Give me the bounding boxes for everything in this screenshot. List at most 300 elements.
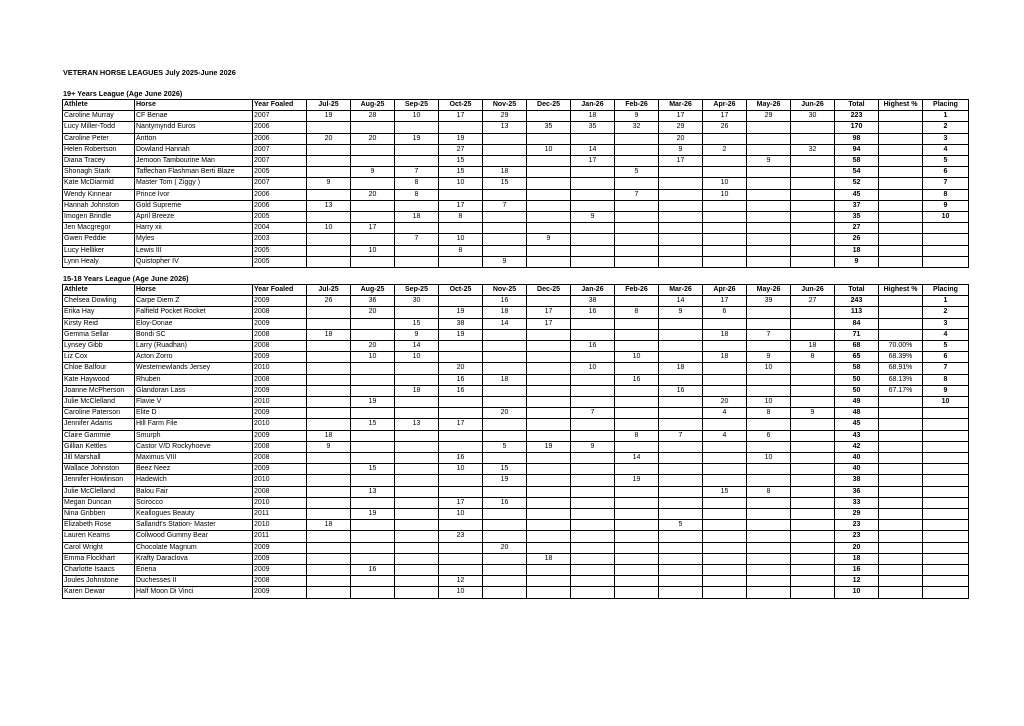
cell-apr-26 xyxy=(703,509,747,520)
cell-oct-25 xyxy=(439,352,483,363)
cell-dec-25 xyxy=(527,178,571,189)
table-row xyxy=(63,363,969,374)
cell-jun-26 xyxy=(791,453,835,464)
cell-mar-26 xyxy=(659,531,703,542)
cell-horse: Collwood Gummy Bear xyxy=(135,531,253,542)
cell-dec-25 xyxy=(527,475,571,486)
cell-dec-25 xyxy=(527,374,571,385)
cell-horse: Beez Neez xyxy=(135,464,253,475)
cell-jul-25 xyxy=(307,408,351,419)
cell-oct-25 xyxy=(439,430,483,441)
cell-apr-26 xyxy=(703,156,747,167)
cell-jul-25 xyxy=(307,509,351,520)
cell-dec-25 xyxy=(527,419,571,430)
cell-feb-26 xyxy=(615,223,659,234)
cell-apr-26: 17 xyxy=(703,296,747,307)
cell-total: 29 xyxy=(835,509,879,520)
cell-mar-26 xyxy=(659,497,703,508)
cell-dec-25: 18 xyxy=(527,553,571,564)
cell-year-foaled: 2009 xyxy=(253,542,307,553)
cell-placing xyxy=(923,408,969,419)
cell-may-26 xyxy=(747,178,791,189)
cell-jan-26 xyxy=(571,464,615,475)
cell-nov-25: 15 xyxy=(483,464,527,475)
cell-mar-26 xyxy=(659,441,703,452)
cell-jan-26: 7 xyxy=(571,408,615,419)
cell-oct-25: 17 xyxy=(439,111,483,122)
cell-nov-25: 29 xyxy=(483,111,527,122)
cell-aug-25: 13 xyxy=(351,486,395,497)
cell-sep-25 xyxy=(395,256,439,267)
cell-year-foaled: 2008 xyxy=(253,576,307,587)
cell-placing xyxy=(923,576,969,587)
cell-nov-25: 16 xyxy=(483,497,527,508)
table-row xyxy=(63,122,969,133)
cell-apr-26: 18 xyxy=(703,352,747,363)
cell-highest-percent xyxy=(879,223,923,234)
cell-horse: Carpe Diem Z xyxy=(135,296,253,307)
column-header-oct-25: Oct-25 xyxy=(439,100,483,111)
cell-aug-25 xyxy=(351,156,395,167)
column-header-total: Total xyxy=(835,100,879,111)
cell-highest-percent xyxy=(879,111,923,122)
league-table-19-plus xyxy=(62,99,969,268)
cell-jan-26: 9 xyxy=(571,212,615,223)
cell-placing xyxy=(923,441,969,452)
cell-total: 45 xyxy=(835,419,879,430)
cell-apr-26 xyxy=(703,133,747,144)
cell-nov-25: 9 xyxy=(483,256,527,267)
cell-may-26 xyxy=(747,374,791,385)
table-row xyxy=(63,587,969,598)
cell-jul-25 xyxy=(307,189,351,200)
cell-apr-26: 10 xyxy=(703,178,747,189)
cell-oct-25: 16 xyxy=(439,453,483,464)
cell-mar-26: 20 xyxy=(659,133,703,144)
cell-jul-25: 18 xyxy=(307,520,351,531)
cell-athlete: Caroline Murray xyxy=(63,111,135,122)
cell-nov-25 xyxy=(483,329,527,340)
cell-aug-25 xyxy=(351,542,395,553)
cell-jan-26 xyxy=(571,256,615,267)
cell-year-foaled: 2005 xyxy=(253,167,307,178)
league-title-19-plus: 19+ Years League (Age June 2026) xyxy=(63,89,183,98)
cell-total: 170 xyxy=(835,122,879,133)
cell-sep-25 xyxy=(395,509,439,520)
cell-jan-26 xyxy=(571,497,615,508)
cell-jul-25 xyxy=(307,374,351,385)
cell-feb-26 xyxy=(615,486,659,497)
cell-placing: 8 xyxy=(923,189,969,200)
column-header-apr-26: Apr-26 xyxy=(703,100,747,111)
cell-horse: Eriena xyxy=(135,565,253,576)
cell-aug-25 xyxy=(351,122,395,133)
cell-feb-26: 32 xyxy=(615,122,659,133)
cell-sep-25: 7 xyxy=(395,167,439,178)
cell-jul-25 xyxy=(307,341,351,352)
cell-oct-25: 16 xyxy=(439,374,483,385)
cell-mar-26 xyxy=(659,576,703,587)
cell-apr-26 xyxy=(703,565,747,576)
column-header-oct-25: Oct-25 xyxy=(439,285,483,296)
cell-placing: 2 xyxy=(923,122,969,133)
cell-highest-percent xyxy=(879,475,923,486)
cell-may-26: 8 xyxy=(747,408,791,419)
cell-sep-25 xyxy=(395,441,439,452)
cell-sep-25 xyxy=(395,520,439,531)
cell-mar-26 xyxy=(659,245,703,256)
cell-may-26 xyxy=(747,441,791,452)
cell-horse: Harry xii xyxy=(135,223,253,234)
cell-athlete: Caroline Peter xyxy=(63,133,135,144)
table-row xyxy=(63,531,969,542)
cell-horse: Larry (Ruadhan) xyxy=(135,341,253,352)
cell-dec-25 xyxy=(527,189,571,200)
cell-feb-26 xyxy=(615,587,659,598)
cell-oct-25: 8 xyxy=(439,245,483,256)
cell-nov-25 xyxy=(483,430,527,441)
cell-horse: Hill Farm File xyxy=(135,419,253,430)
cell-feb-26 xyxy=(615,256,659,267)
column-header-sep-25: Sep-25 xyxy=(395,100,439,111)
cell-placing: 7 xyxy=(923,178,969,189)
cell-dec-25 xyxy=(527,464,571,475)
cell-may-26 xyxy=(747,509,791,520)
cell-feb-26 xyxy=(615,553,659,564)
cell-jun-26 xyxy=(791,178,835,189)
cell-horse: Half Moon Di Vinci xyxy=(135,587,253,598)
cell-mar-26 xyxy=(659,178,703,189)
cell-jun-26 xyxy=(791,542,835,553)
cell-jun-26 xyxy=(791,553,835,564)
cell-apr-26 xyxy=(703,497,747,508)
cell-year-foaled: 2008 xyxy=(253,329,307,340)
cell-nov-25 xyxy=(483,587,527,598)
cell-jul-25: 20 xyxy=(307,133,351,144)
cell-horse: April Breeze xyxy=(135,212,253,223)
cell-dec-25 xyxy=(527,542,571,553)
cell-apr-26: 10 xyxy=(703,189,747,200)
cell-highest-percent xyxy=(879,576,923,587)
cell-placing: 3 xyxy=(923,133,969,144)
cell-aug-25: 19 xyxy=(351,397,395,408)
cell-oct-25: 15 xyxy=(439,167,483,178)
cell-horse: Acton Zorro xyxy=(135,352,253,363)
cell-horse: Lewis III xyxy=(135,245,253,256)
column-header-highest-percent: Highest % xyxy=(879,100,923,111)
cell-jan-26 xyxy=(571,178,615,189)
cell-may-26 xyxy=(747,385,791,396)
column-header-jul-25: Jul-25 xyxy=(307,285,351,296)
cell-placing: 8 xyxy=(923,374,969,385)
cell-jul-25: 18 xyxy=(307,430,351,441)
cell-oct-25 xyxy=(439,256,483,267)
cell-dec-25 xyxy=(527,497,571,508)
document-title: VETERAN HORSE LEAGUES July 2025-June 2026 xyxy=(63,68,236,77)
cell-mar-26 xyxy=(659,408,703,419)
cell-placing xyxy=(923,553,969,564)
cell-oct-25: 8 xyxy=(439,212,483,223)
cell-jun-26 xyxy=(791,307,835,318)
cell-dec-25 xyxy=(527,430,571,441)
cell-may-26 xyxy=(747,223,791,234)
cell-highest-percent xyxy=(879,486,923,497)
cell-dec-25 xyxy=(527,111,571,122)
cell-oct-25 xyxy=(439,296,483,307)
cell-apr-26 xyxy=(703,245,747,256)
cell-mar-26 xyxy=(659,419,703,430)
cell-athlete: Claire Gammie xyxy=(63,430,135,441)
cell-apr-26: 6 xyxy=(703,307,747,318)
cell-jun-26 xyxy=(791,430,835,441)
cell-aug-25 xyxy=(351,385,395,396)
cell-may-26: 10 xyxy=(747,397,791,408)
cell-jul-25 xyxy=(307,385,351,396)
cell-nov-25 xyxy=(483,352,527,363)
cell-apr-26 xyxy=(703,385,747,396)
cell-horse: Balou Fair xyxy=(135,486,253,497)
cell-jul-25: 10 xyxy=(307,223,351,234)
cell-dec-25 xyxy=(527,341,571,352)
cell-placing xyxy=(923,419,969,430)
cell-placing: 1 xyxy=(923,111,969,122)
table-row xyxy=(63,520,969,531)
cell-placing: 7 xyxy=(923,363,969,374)
cell-nov-25: 15 xyxy=(483,178,527,189)
cell-jun-26 xyxy=(791,256,835,267)
cell-mar-26 xyxy=(659,212,703,223)
cell-sep-25: 14 xyxy=(395,341,439,352)
cell-aug-25 xyxy=(351,430,395,441)
cell-sep-25 xyxy=(395,497,439,508)
cell-highest-percent xyxy=(879,497,923,508)
cell-dec-25 xyxy=(527,385,571,396)
cell-sep-25: 9 xyxy=(395,329,439,340)
cell-jul-25 xyxy=(307,565,351,576)
cell-mar-26 xyxy=(659,318,703,329)
column-header-placing: Placing xyxy=(923,100,969,111)
cell-mar-26 xyxy=(659,352,703,363)
cell-total: 23 xyxy=(835,531,879,542)
cell-may-26 xyxy=(747,200,791,211)
cell-total: 84 xyxy=(835,318,879,329)
cell-nov-25: 20 xyxy=(483,542,527,553)
column-header-jun-26: Jun-26 xyxy=(791,100,835,111)
cell-oct-25 xyxy=(439,553,483,564)
cell-feb-26 xyxy=(615,329,659,340)
cell-apr-26 xyxy=(703,256,747,267)
cell-jun-26 xyxy=(791,509,835,520)
cell-athlete: Lauren Kearns xyxy=(63,531,135,542)
cell-nov-25: 16 xyxy=(483,296,527,307)
cell-sep-25 xyxy=(395,307,439,318)
cell-jun-26 xyxy=(791,497,835,508)
cell-may-26 xyxy=(747,419,791,430)
cell-year-foaled: 2007 xyxy=(253,178,307,189)
cell-total: 98 xyxy=(835,133,879,144)
cell-total: 40 xyxy=(835,453,879,464)
cell-highest-percent xyxy=(879,200,923,211)
cell-nov-25 xyxy=(483,234,527,245)
cell-horse: Westernewlands Jersey xyxy=(135,363,253,374)
cell-year-foaled: 2007 xyxy=(253,111,307,122)
cell-jul-25 xyxy=(307,576,351,587)
cell-horse: Master Tom ( Ziggy ) xyxy=(135,178,253,189)
cell-may-26 xyxy=(747,212,791,223)
cell-oct-25: 20 xyxy=(439,363,483,374)
cell-highest-percent xyxy=(879,464,923,475)
cell-total: 26 xyxy=(835,234,879,245)
cell-sep-25 xyxy=(395,464,439,475)
cell-athlete: Imogen Brindle xyxy=(63,212,135,223)
table-row xyxy=(63,397,969,408)
cell-mar-26 xyxy=(659,542,703,553)
cell-total: 23 xyxy=(835,520,879,531)
cell-nov-25: 19 xyxy=(483,475,527,486)
cell-sep-25: 10 xyxy=(395,111,439,122)
cell-athlete: Jill Marshall xyxy=(63,453,135,464)
cell-may-26 xyxy=(747,475,791,486)
cell-athlete: Gwen Peddie xyxy=(63,234,135,245)
cell-may-26 xyxy=(747,234,791,245)
cell-athlete: Jennifer Howlinson xyxy=(63,475,135,486)
cell-aug-25: 20 xyxy=(351,189,395,200)
cell-jan-26 xyxy=(571,245,615,256)
cell-feb-26 xyxy=(615,408,659,419)
cell-jun-26: 18 xyxy=(791,341,835,352)
cell-horse: Rhuben xyxy=(135,374,253,385)
cell-total: 49 xyxy=(835,397,879,408)
cell-oct-25: 17 xyxy=(439,497,483,508)
cell-oct-25: 10 xyxy=(439,178,483,189)
cell-jan-26 xyxy=(571,167,615,178)
cell-highest-percent xyxy=(879,587,923,598)
cell-year-foaled: 2006 xyxy=(253,122,307,133)
header-row xyxy=(63,100,969,111)
cell-jul-25: 19 xyxy=(307,111,351,122)
cell-year-foaled: 2009 xyxy=(253,565,307,576)
cell-dec-25 xyxy=(527,200,571,211)
column-header-highest-percent: Highest % xyxy=(879,285,923,296)
cell-highest-percent xyxy=(879,245,923,256)
table-row xyxy=(63,189,969,200)
cell-athlete: Shonagh Stark xyxy=(63,167,135,178)
column-header-may-26: May-26 xyxy=(747,285,791,296)
cell-year-foaled: 2007 xyxy=(253,156,307,167)
cell-aug-25 xyxy=(351,200,395,211)
cell-highest-percent xyxy=(879,430,923,441)
cell-feb-26: 16 xyxy=(615,374,659,385)
cell-nov-25: 18 xyxy=(483,374,527,385)
cell-dec-25 xyxy=(527,486,571,497)
cell-may-26: 29 xyxy=(747,111,791,122)
cell-jan-26 xyxy=(571,520,615,531)
cell-nov-25 xyxy=(483,245,527,256)
cell-year-foaled: 2011 xyxy=(253,509,307,520)
cell-highest-percent xyxy=(879,307,923,318)
cell-aug-25 xyxy=(351,453,395,464)
cell-total: 40 xyxy=(835,464,879,475)
cell-placing xyxy=(923,531,969,542)
cell-total: 58 xyxy=(835,363,879,374)
cell-placing: 4 xyxy=(923,144,969,155)
cell-mar-26 xyxy=(659,167,703,178)
cell-total: 54 xyxy=(835,167,879,178)
cell-horse: Eloy-Donae xyxy=(135,318,253,329)
cell-total: 43 xyxy=(835,430,879,441)
cell-oct-25 xyxy=(439,475,483,486)
cell-nov-25 xyxy=(483,419,527,430)
cell-feb-26 xyxy=(615,397,659,408)
column-header-dec-25: Dec-25 xyxy=(527,100,571,111)
column-header-aug-25: Aug-25 xyxy=(351,285,395,296)
cell-year-foaled: 2010 xyxy=(253,363,307,374)
cell-athlete: Gemma Sellar xyxy=(63,329,135,340)
cell-nov-25 xyxy=(483,397,527,408)
cell-total: 18 xyxy=(835,553,879,564)
cell-sep-25: 8 xyxy=(395,189,439,200)
cell-year-foaled: 2006 xyxy=(253,189,307,200)
cell-nov-25 xyxy=(483,553,527,564)
cell-apr-26 xyxy=(703,453,747,464)
cell-year-foaled: 2009 xyxy=(253,318,307,329)
cell-aug-25 xyxy=(351,587,395,598)
cell-apr-26 xyxy=(703,200,747,211)
cell-jan-26 xyxy=(571,509,615,520)
cell-dec-25 xyxy=(527,363,571,374)
cell-jan-26 xyxy=(571,374,615,385)
cell-jun-26 xyxy=(791,245,835,256)
cell-mar-26 xyxy=(659,223,703,234)
cell-nov-25: 5 xyxy=(483,441,527,452)
cell-placing xyxy=(923,565,969,576)
cell-placing xyxy=(923,234,969,245)
cell-aug-25 xyxy=(351,531,395,542)
cell-oct-25 xyxy=(439,486,483,497)
cell-athlete: Chloe Balfour xyxy=(63,363,135,374)
cell-year-foaled: 2009 xyxy=(253,408,307,419)
cell-jun-26 xyxy=(791,133,835,144)
cell-oct-25: 12 xyxy=(439,576,483,587)
cell-may-26 xyxy=(747,144,791,155)
cell-oct-25 xyxy=(439,542,483,553)
cell-jan-26 xyxy=(571,223,615,234)
cell-year-foaled: 2008 xyxy=(253,374,307,385)
cell-nov-25: 18 xyxy=(483,307,527,318)
cell-feb-26 xyxy=(615,212,659,223)
cell-feb-26: 8 xyxy=(615,430,659,441)
cell-highest-percent xyxy=(879,256,923,267)
cell-feb-26 xyxy=(615,341,659,352)
cell-year-foaled: 2005 xyxy=(253,245,307,256)
cell-jul-25: 18 xyxy=(307,329,351,340)
cell-apr-26: 18 xyxy=(703,329,747,340)
cell-athlete: Charlotte Isaacs xyxy=(63,565,135,576)
cell-jun-26 xyxy=(791,486,835,497)
cell-feb-26 xyxy=(615,509,659,520)
cell-highest-percent xyxy=(879,565,923,576)
cell-apr-26: 2 xyxy=(703,144,747,155)
cell-total: 42 xyxy=(835,441,879,452)
cell-apr-26 xyxy=(703,167,747,178)
cell-sep-25 xyxy=(395,565,439,576)
cell-athlete: Jennifer Adams xyxy=(63,419,135,430)
cell-jan-26: 10 xyxy=(571,363,615,374)
cell-nov-25 xyxy=(483,156,527,167)
cell-jun-26 xyxy=(791,576,835,587)
cell-athlete: Wendy Kinnear xyxy=(63,189,135,200)
cell-apr-26: 15 xyxy=(703,486,747,497)
